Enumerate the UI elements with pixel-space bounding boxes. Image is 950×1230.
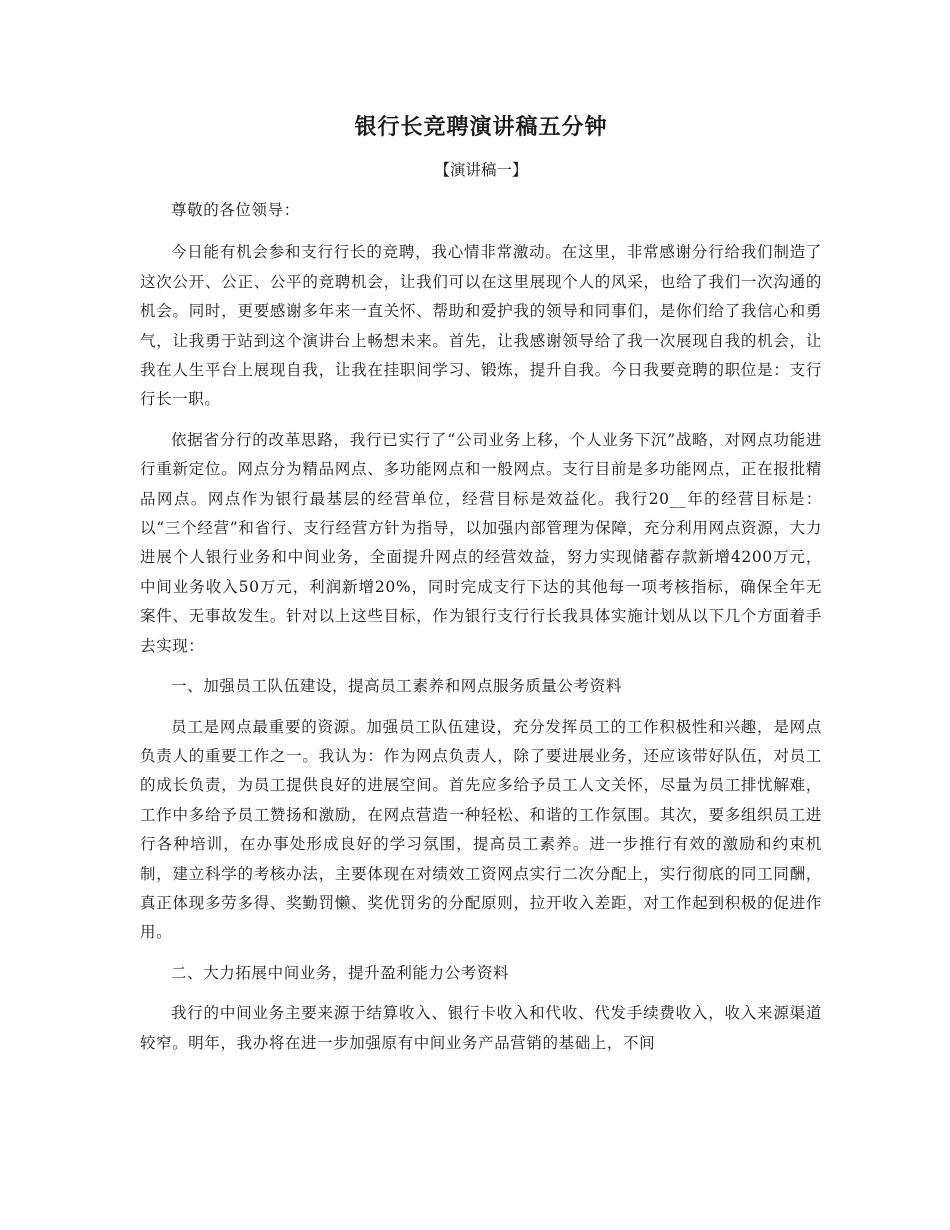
section-heading-2: 二、大力拓展中间业务，提升盈利能力公考资料 [171,963,510,982]
paragraph-intro: 今日能有机会参和支行行长的竞聘，我心情非常激动。在这里，非常感谢分行给我们制造了这次公开、公正、公平的竞聘机会，让我们可以在这里展现个人的风采，也给了我们一次沟通的机会。同时，更要感谢多年来一直关怀、帮助和爱护我的领导和同事们，是你们给了我信心和勇气，让我勇于站到这个演讲台上畅想未来。首先，让我感谢领导给了我一次展现自我的机会，让我在人生平台上展现自我，让我在挂职间学习、锻炼，提升自我。今日我要竞聘的职位是：支行行长一职。 [140,243,822,409]
document-subtitle: 【演讲稿一】 [434,161,528,179]
paragraph-goals: 依据省分行的改革思路，我行已实行了“公司业务上移，个人业务下沉”战略，对网点功能进行重新定位。网点分为精品网点、多功能网点和一般网点。支行目前是多功能网点，正在报批精品网点。网点作为银行最基层的经营单位，经营目标是效益化。我行20__年的经营目标是：以“三个经营”和省行、支行经营方针为指导，以加强内部管理为保障，充分利用网点资源，大力进展个人银行业务和中间业务，全面提升网点的经营效益，努力实现储蓄存款新增4200万元，中间业务收入50万元，利润新增20%，同时完成支行下达的其他每一项考核指标，确保全年无案件、无事故发生。针对以上这些目标，作为银行支行行长我具体实施计划从以下几个方面着手去实现： [140,430,822,655]
salutation: 尊敬的各位领导： [171,201,300,219]
section-heading-1: 一、加强员工队伍建设，提高员工素养和网点服务质量公考资料 [171,677,622,696]
document-page [140,112,822,1069]
section-body-2: 我行的中间业务主要来源于结算收入、银行卡收入和代收、代发手续费收入，收入来源渠道较窄。明年，我办将在进一步加强原有中间业务产品营销的基础上，不间 [140,1004,822,1052]
document-title: 银行长竞聘演讲稿五分钟 [354,115,608,140]
section-body-1: 员工是网点最重要的资源。加强员工队伍建设，充分发挥员工的工作积极性和兴趣，是网点负责人的重要工作之一。我认为：作为网点负责人，除了要进展业务，还应该带好队伍，对员工的成长负责，为员工提供良好的进展空间。首先应多给予员工人文关怀，尽量为员工排忧解难，工作中多给予员工赞扬和激励，在网点营造一种轻松、和谐的工作氛围。其次，要多组织员工进行各种培训，在办事处形成良好的学习氛围，提高员工素养。进一步推行有效的激励和约束机制，建立科学的考核办法，主要体现在对绩效工资网点实行二次分配上，实行彻底的同工同酬，真正体现多劳多得、奖勤罚懒、奖优罚劣的分配原则，拉开收入差距，对工作起到积极的促进作用。 [140,717,822,942]
